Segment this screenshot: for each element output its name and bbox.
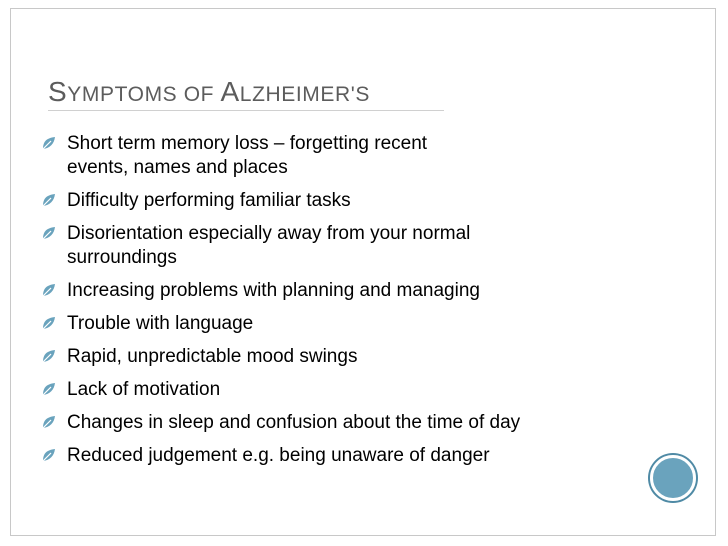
title-initial-a: A <box>220 76 240 107</box>
list-item <box>42 312 662 336</box>
list-item-text-continued: surroundings <box>67 247 177 268</box>
list-item-text: Increasing problems with planning and managing <box>67 280 480 301</box>
list-item-text-continued: events, names and places <box>67 157 288 178</box>
list-item-text: Lack of motivation <box>67 379 221 400</box>
list-item-text: Rapid, unpredictable mood swings <box>67 346 358 367</box>
fleuron-bullet-icon <box>42 136 56 150</box>
list-item <box>42 222 662 270</box>
list-item-text: Trouble with language <box>67 313 254 334</box>
fleuron-bullet-icon <box>42 448 56 462</box>
title-initial-s: S <box>48 76 68 107</box>
title-word-alzheimers: LZHEIMER'S <box>239 83 370 106</box>
list-item-text: Changes in sleep and confusion about the time of day <box>67 412 521 433</box>
slide-title <box>48 78 370 109</box>
list-item-text: Short term memory loss – forgetting recent <box>67 133 428 154</box>
circle-decoration-icon <box>650 455 696 501</box>
fleuron-bullet-icon <box>42 226 56 240</box>
fleuron-bullet-icon <box>42 415 56 429</box>
fleuron-bullet-icon <box>42 382 56 396</box>
list-item <box>42 411 662 435</box>
list-item-text: Disorientation especially away from your normal <box>67 223 471 244</box>
list-item <box>42 189 662 213</box>
list-item-text: Reduced judgement e.g. being unaware of danger <box>67 445 490 466</box>
fleuron-bullet-icon <box>42 316 56 330</box>
list-item <box>42 132 662 180</box>
fleuron-bullet-icon <box>42 193 56 207</box>
list-item <box>42 345 662 369</box>
fleuron-bullet-icon <box>42 283 56 297</box>
list-item <box>42 279 662 303</box>
symptom-list <box>42 132 662 477</box>
fleuron-bullet-icon <box>42 349 56 363</box>
list-item-text: Difficulty performing familiar tasks <box>67 190 351 211</box>
title-word-symptoms-of: YMPTOMS OF <box>67 83 221 106</box>
list-item <box>42 444 662 468</box>
title-divider <box>48 110 444 111</box>
list-item <box>42 378 662 402</box>
